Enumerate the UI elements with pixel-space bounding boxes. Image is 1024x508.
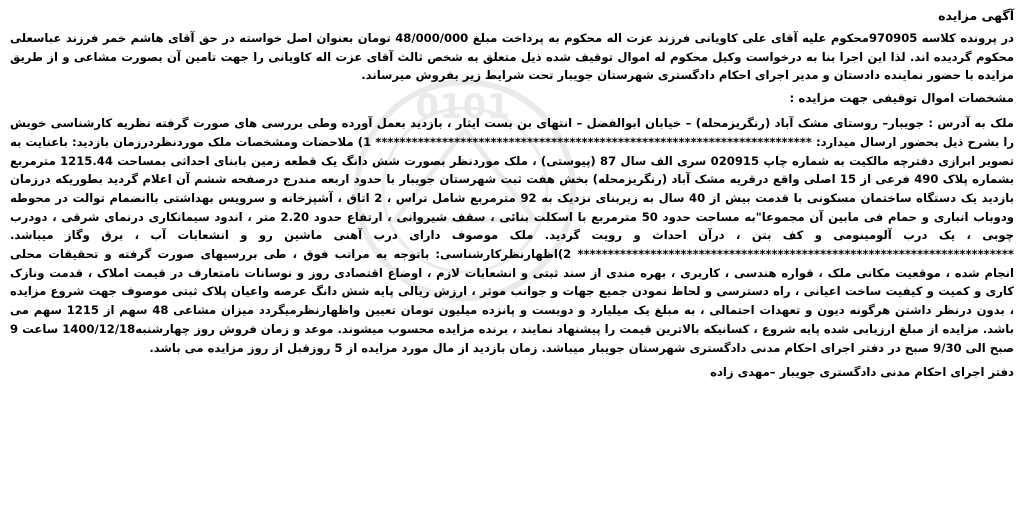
notice-intro: در پرونده کلاسه 970905محکوم علیه آقای علی کاویانی فرزند عزت اله محکوم به پرداخت مبلغ 48/000/000 تومان بعنوان اصل خواسته در حق آقای هاشم خمر فرزند عباسعلی محکوم گردیده اند. لذا این اجرا بنا به درخواست وکیل محکوم له اموال توقیف شده ذیل متعلق به شخص ثالث آقای عزت اله کاویانی را جهت تامین آن بصورت مشاعی و از طریق مزایده با حضور نماینده دادستان و مدیر اجرای احکام دادگستری شهرستان جویبار تحت شرایط زیر بفروش میرساند. <box>10 31 1014 83</box>
watermark-text: 0101 <box>415 87 510 127</box>
property-details: ملک به آدرس : جویبار– روستای مشک آباد (رنگریزمحله) – خیابان ابوالفضل – انتهای بن بست ایثار ، بازدید بعمل آورده وطی بررسی های صورت گرفته نظریه کارشناسی خویش را بشرح ذیل بحضور ارسال میدارد: ************************************************************************ 1) ملاحضات ومشخصات ملک موردنظردرزمان بازدید: باعنایت به تصویر ابرازی دفترچه مالکیت به شماره چاپ 020915 سری الف سال 87 (پیوستی) ، ملک موردنظر بصورت شش دانگ یک قطعه زمین بابنای احداثی بمساحت 1215.44 مترمربع بشماره پلاک 490 فرعی از 15 اصلی واقع درقریه مشک آباد (رنگریزمحله) بخش هفت ثبت شهرستان جویبار با حدود اربعه مندرج درصفحه ششم آن اعلام گردید بطوریکه درزمان بازدید یک دستگاه ساختمان مسکونی با قدمت بیش از 40 سال به زیربنای نزدیک به 92 مترمربع شامل تراس ، 2 اتاق ، آشپزخانه و سرویس بهداشتی باانضمام توالت در محوطه ودوباب انباری و حمام فی مابین آن مجموعا"به مساحت حدود 50 مترمربع با اسکلت بنائی ، سقف شیروانی ، ارتفاع حدود 2.20 متر ، اندود سیمانکاری درنمای شرقی ، دودرب چوبی ، یک درب آلومینومی و کف بتن ، درآن احداث و رویت گردید. ملک موصوف دارای درب آهنی ماشین رو و انشعابات آب ، برق وگاز میباشد. ************************************************************************ 2)اظهارنظرکارشناسی: باتوجه به مراتب فوق ، طی بررسیهای صورت گرفته و تحقیقات محلی انجام شده ، موقعیت مکانی ملک ، قواره هندسی ، کاربری ، بهره مندی از سند ثبتی و انشعابات لازم ، اوضاع اقتصادی روز و نوسانات نامتعارف در قیمت املاک ، قدمت ونازک کاری و کمیت و کیفیت ساخت اعیانی ، راه دسترسی و لحاظ نمودن جمیع جهات و جوانب موثر ، ارزش ریالی پایه شش دانگ عرصه واعیان پلاک ثبتی موصوف جهت شروع مزایده ، بدون درنظر داشتن هرگونه دیون و تعهدات احتمالی ، به مبلغ یک میلیارد و دویست و پانزده میلیون تومان تعیین واظهارنظرمیگردد میزان مشاعی 48 سهم از 1215 سهم می باشد. مزایده از مبلغ ارزیابی شده پایه شروع ، کسانیکه بالاترین قیمت را پیشنهاد نمایند ، برنده مزایده محسوب میشوند. موعد و زمان فروش روز چهارشنبه1400/12/18 ساعت 9 صبح الی 9/30 صبح در دفتر اجرای احکام مدنی دادگستری شهرستان جویبار میباشد. زمان بازدید از مال مورد مزایده از 5 روزقبل از روز مزایده می باشد. <box>10 116 1014 355</box>
signature-line: دفتر اجرای احکام مدنی دادگستری جویبار –مهدی زاده <box>710 365 1014 380</box>
specs-heading: مشخصات اموال توقیفی جهت مزایده : <box>789 91 1014 106</box>
notice-title: آگهی مزایده <box>938 8 1014 23</box>
